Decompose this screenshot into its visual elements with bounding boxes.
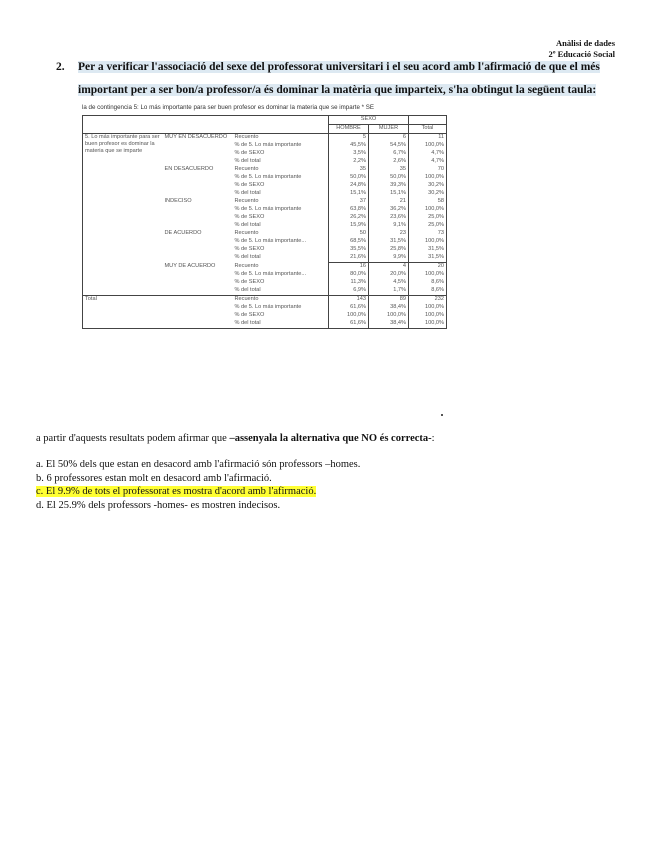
table-cell: 50,0% [329,174,369,182]
table-cell: 9,9% [369,254,409,263]
category-label: DE ACUERDO [164,230,202,236]
column-header: Total [409,125,447,134]
table-cell: 23 [369,230,409,238]
statistic-label: % de SEXO [233,182,329,190]
corner-cell [163,116,233,125]
statistic-label: % de SEXO [233,246,329,254]
statistic-label: % del total [233,320,329,329]
answer-option-text: b. 6 professores estan molt en desacord amb l'afirmació. [36,472,272,484]
statistic-label: % de SEXO [233,312,329,320]
table-cell: 26,2% [329,214,369,222]
table-cell: 35 [369,166,409,174]
table-cell: 20,0% [369,271,409,279]
table-cell: 25,0% [409,214,447,222]
total-label: Total [83,296,233,329]
prompt-post: : [431,433,435,444]
statistic-label: % del total [233,254,329,263]
table-cell: 89 [369,296,409,305]
question-text-content: Per a verificar l'associació del sexe del professorat universitari i el seu acord amb l'afirmació de que el més important per a ser bon/a professor/a és dominar la matèria que imparteix, s'ha obtingut la següent taula: [78,61,600,96]
statistic-label: % del total [233,190,329,198]
statistic-label: % de 5. Lo más importante [233,304,329,312]
table-cell: 100,0% [409,312,447,320]
row-variable-label: 5. Lo más importante para ser buen profesor es dominar la materia que se imparte [83,134,163,296]
statistic-label: % de 5. Lo más importante [233,206,329,214]
answer-prompt [36,432,636,446]
column-header: MUJER [369,125,409,134]
table-cell: 30,2% [409,190,447,198]
question-text [78,56,616,102]
table-cell: 4 [369,263,409,272]
table-cell: 100,0% [409,271,447,279]
answer-options [36,458,636,512]
contingency-table [82,115,447,329]
table-cell: 38,4% [369,304,409,312]
table-cell: 232 [409,296,447,305]
category-label: MUY DE ACUERDO [164,262,216,269]
statistic-label: % de 5. Lo más importante [233,174,329,182]
table-cell: 63,8% [329,206,369,214]
table-cell: 61,6% [329,320,369,329]
table-cell: 31,5% [369,238,409,246]
table-cell: 1,7% [369,287,409,296]
corner-cell [233,125,329,134]
table-cell: 68,5% [329,238,369,246]
table-footnote-dot [441,414,443,416]
statistic-label: % del total [233,287,329,296]
statistic-label: % de 5. Lo más importante... [233,238,329,246]
statistic-label: % del total [233,158,329,166]
table-title: la de contingencia 5: Lo más importante para ser buen profesor es dominar la materia que se imparte * SE [82,104,375,111]
table-cell: 100,0% [409,174,447,182]
table-cell: 100,0% [329,312,369,320]
table-cell: 21,6% [329,254,369,263]
table-cell: 73 [409,230,447,238]
table-cell: 100,0% [409,304,447,312]
table-cell: 31,5% [409,246,447,254]
table-cell: 100,0% [369,312,409,320]
table-cell: 15,1% [329,190,369,198]
table-cell: 39,3% [369,182,409,190]
table-cell: 6,7% [369,150,409,158]
table-cell: 70 [409,166,447,174]
table-cell: 50 [329,230,369,238]
prompt-instruction: –assenyala la alternativa que NO és correcta- [229,433,432,444]
statistic-label: % de 5. Lo más importante... [233,271,329,279]
table-cell: 54,5% [369,142,409,150]
table-cell: 45,5% [329,142,369,150]
answer-option-text: a. El 50% dels que estan en desacord amb l'afirmació són professors –homes. [36,459,361,470]
table-cell: 25,8% [369,246,409,254]
column-header: HOMBRE [329,125,369,134]
statistic-label: % de 5. Lo más importante [233,142,329,150]
course-name: Anàlisi de dades [555,38,615,48]
statistic-label: % de SEXO [233,214,329,222]
table-header-row [83,125,447,134]
table-cell: 4,7% [409,150,447,158]
table-cell: 9,1% [369,222,409,230]
table-cell: 2,6% [369,158,409,166]
statistic-label: % de SEXO [233,279,329,287]
statistic-label: Recuento [233,134,329,143]
corner-cell [163,125,233,134]
group-header-sexo: SEXO [329,116,409,125]
table-cell: 8,6% [409,279,447,287]
table-cell: 3,5% [329,150,369,158]
table-cell: 23,6% [369,214,409,222]
table-cell: 30,2% [409,182,447,190]
total-header-spacer [409,116,447,125]
statistic-label: Recuento [233,166,329,174]
table-cell: 50,0% [369,174,409,182]
table-row [83,296,447,305]
statistic-label: Recuento [233,263,329,272]
course-group: 2º Educació Social [548,49,615,59]
answer-option-a [36,458,636,472]
table-cell: 100,0% [409,206,447,214]
category-label: MUY EN DESACUERDO [163,134,233,167]
statistic-label: Recuento [233,296,329,305]
table-cell: 21 [369,198,409,206]
category-label: EN DESACUERDO [164,166,214,172]
table-cell: 100,0% [409,238,447,246]
table-cell: 25,0% [409,222,447,230]
table-cell: 6 [369,134,409,143]
table-cell: 100,0% [409,142,447,150]
table-cell: 6,9% [329,287,369,296]
table-cell: 11 [409,134,447,143]
table-cell: 58 [409,198,447,206]
table-cell: 8,6% [409,287,447,296]
table-cell: 100,0% [409,320,447,329]
answer-option-c [36,485,636,499]
question-number: 2. [56,61,65,73]
answer-option-text: c. El 9.9% de tots el professorat es mostra d'acord amb l'afirmació. [36,486,317,497]
statistic-label: % de SEXO [233,150,329,158]
table-cell: 36,2% [369,206,409,214]
table-cell: 35 [329,166,369,174]
table-cell: 16 [329,263,369,272]
table-cell: 35,5% [329,246,369,254]
table-cell: 4,7% [409,158,447,166]
table-cell: 11,3% [329,279,369,287]
statistic-label: Recuento [233,198,329,206]
table-cell: 2,2% [329,158,369,166]
table-cell: 38,4% [369,320,409,329]
table-row [83,134,447,143]
statistic-label: % del total [233,222,329,230]
table-cell: 15,1% [369,190,409,198]
table-cell: 5 [329,134,369,143]
table-cell: 24,8% [329,182,369,190]
table-cell: 61,6% [329,304,369,312]
answer-option-text: d. El 25.9% dels professors -homes- es mostren indecisos. [36,499,281,511]
question-block [56,56,616,102]
table-header-row [83,116,447,125]
table-cell: 20 [409,263,447,272]
table-cell: 31,5% [409,254,447,263]
table-cell: 80,0% [329,271,369,279]
table-cell: 4,5% [369,279,409,287]
corner-cell [233,116,329,125]
table-cell: 37 [329,198,369,206]
statistic-label: Recuento [233,230,329,238]
answer-option-d [36,499,636,513]
prompt-pre: a partir d'aquests resultats podem afirmar que [36,433,230,444]
table-cell: 143 [329,296,369,305]
table-cell: 15,9% [329,222,369,230]
category-label: INDECISO [164,198,192,204]
corner-cell [83,125,163,134]
corner-cell [83,116,163,125]
answer-option-b [36,472,636,486]
